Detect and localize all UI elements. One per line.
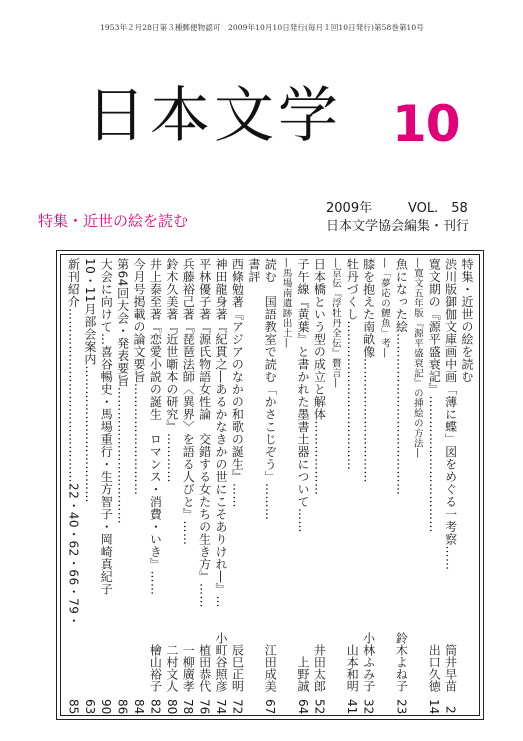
toc-entry-title: 寛文期の『源平盛衰記』…………………………… bbox=[427, 258, 442, 533]
toc-entry-author: 鈴木よね子 bbox=[394, 632, 409, 692]
toc-entry bbox=[441, 258, 460, 714]
toc-entry-title: 子午線『黄葉』と書かれた墨書土器について…… bbox=[296, 258, 310, 533]
toc-entry-title: 日本橋という型の成立と解体……………… bbox=[312, 258, 327, 496]
toc-entry bbox=[359, 258, 378, 714]
toc-entry-page: 85 bbox=[66, 698, 81, 714]
toc-entry-title: 書評 bbox=[246, 258, 261, 283]
toc-entry-title: 膝を抱えた南畝像………………………… bbox=[361, 258, 376, 483]
journal-title: 日本文学 bbox=[86, 81, 342, 151]
toc-entry-title: 大会に向けて…喜谷暢史・馬場重行・生方智子・岡崎真紀子 bbox=[99, 258, 114, 596]
publication-year: 2009年 bbox=[326, 201, 373, 216]
toc-entry-page: 52 bbox=[312, 698, 327, 714]
toc-entry bbox=[195, 258, 214, 714]
toc-entry-author: 出口久徳 bbox=[427, 644, 442, 692]
toc-entry-page: 78 bbox=[181, 698, 196, 714]
toc-entry-title: 魚になった絵………………………………… bbox=[394, 258, 409, 496]
toc-entry-page: 86 bbox=[115, 698, 130, 714]
toc-entry bbox=[375, 258, 394, 714]
toc-entry-author: 井田太郎 bbox=[312, 644, 327, 692]
toc-entry-title: 今月号掲載の論文要旨……………………… bbox=[132, 258, 146, 496]
toc-entry bbox=[408, 258, 427, 714]
table-of-contents bbox=[64, 258, 476, 714]
toc-entry-title: 第64回大会・発表要旨…………………………… bbox=[115, 258, 130, 525]
toc-entry-author: 山本和明 bbox=[345, 644, 360, 692]
toc-entry-page: 76 bbox=[197, 698, 212, 714]
toc-entry bbox=[342, 258, 361, 714]
toc-entry bbox=[326, 258, 345, 714]
toc-entry-title: 兵藤裕己著『琵琶法師〈異界〉を語る人びと』…… bbox=[181, 258, 196, 546]
toc-entry-page: 90 bbox=[99, 698, 114, 714]
toc-entry-author: 植田恭代 bbox=[197, 644, 212, 692]
toc-entry bbox=[309, 258, 328, 714]
registration-line: 1953年２月28日第３種郵便物認可 2009年10月10日発行(毎月１回10日発行)第58巻第10号 bbox=[100, 23, 424, 32]
toc-entry-page: 2 bbox=[443, 706, 458, 714]
publisher-line: 日本文学協会編集・刊行 bbox=[326, 219, 470, 234]
toc-entry-page: 84 bbox=[132, 698, 146, 714]
toc-entry-author: 上野誠 bbox=[296, 656, 310, 692]
toc-entry-author: 江田成美 bbox=[263, 644, 278, 692]
toc-entry bbox=[64, 258, 82, 714]
toc-entry-title: ―「夢応の鯉魚」考― bbox=[379, 258, 390, 358]
toc-entry-author: 筒井早苗 bbox=[443, 644, 458, 692]
volume-number: VOL. 58 bbox=[408, 201, 468, 216]
toc-entry-title: 井上泰至著『恋愛小説の誕生 ロマンス・消費・いき』…… bbox=[148, 258, 163, 596]
toc-entry-author: 一柳廣孝 bbox=[181, 644, 196, 692]
toc-entry-title: 新刊紹介……………………………………22・40・62・66・79・ bbox=[66, 258, 81, 627]
toc-entry-title: 渋川版御伽文庫画中画「薄に蝶」図をめぐる一考察…… bbox=[443, 258, 458, 571]
toc-entry-page: 64 bbox=[296, 698, 310, 714]
toc-entry bbox=[129, 258, 148, 714]
toc-entry-title: 平林優子著『源氏物語女性論 交錯する女たちの生き方』…… bbox=[197, 258, 212, 608]
toc-entry bbox=[145, 258, 164, 714]
issue-number: 10 bbox=[392, 95, 460, 153]
toc-entry-page: 74 bbox=[214, 698, 228, 714]
toc-entry bbox=[457, 258, 476, 714]
toc-entry-page: 80 bbox=[164, 698, 179, 714]
toc-entry-page: 67 bbox=[263, 698, 278, 714]
toc-entry-page: 23 bbox=[394, 698, 409, 714]
toc-entry-page: 82 bbox=[148, 698, 163, 714]
toc-entry-title: 読む 国語教室で読む「かさこじぞう」……… bbox=[263, 258, 278, 521]
toc-entry-page: 32 bbox=[361, 698, 376, 714]
toc-entry bbox=[211, 258, 230, 714]
toc-entry bbox=[178, 258, 197, 714]
toc-entry-author: 小林ふみ子 bbox=[361, 632, 376, 692]
toc-entry bbox=[96, 258, 115, 714]
feature-banner: 特集・近世の絵を読む bbox=[38, 212, 189, 230]
toc-entry-title: 鈴木久美著『近世噺本の研究』………… bbox=[164, 258, 179, 483]
toc-entry bbox=[277, 258, 296, 714]
toc-entry-title: 10・11月部会案内…………………………… bbox=[82, 258, 97, 504]
toc-entry-author: 二村文人 bbox=[164, 644, 179, 692]
toc-entry bbox=[424, 258, 443, 714]
toc-entry bbox=[227, 258, 246, 714]
toc-entry bbox=[293, 258, 312, 714]
toc-entry-title: ―京伝『浮牡丹全伝』贅言― bbox=[329, 258, 341, 388]
toc-entry-title: 牡丹づくし……………………………… bbox=[345, 258, 360, 471]
toc-entry bbox=[260, 258, 279, 714]
toc-entry-page: 14 bbox=[427, 698, 442, 714]
toc-entry-title: 神田龍身著『紀貫之―あるかなきかの世にこそありけれ―』… bbox=[214, 258, 228, 608]
toc-entry bbox=[391, 258, 410, 714]
toc-entry-page: 41 bbox=[345, 698, 360, 714]
toc-entry-title: 西條勉著『アジアのなかの和歌の誕生』…… bbox=[230, 258, 245, 508]
toc-entry-title: ―寛文五年版『源平盛衰記』の挿絵の方法― bbox=[411, 258, 423, 458]
toc-entry-title: ―馬場南遺跡出土― bbox=[280, 258, 292, 348]
toc-entry bbox=[80, 258, 99, 714]
toc-entry bbox=[162, 258, 181, 714]
toc-entry-author: 檜山裕子 bbox=[148, 644, 163, 692]
toc-entry-author: 辰巳正明 bbox=[230, 644, 245, 692]
toc-entry bbox=[113, 258, 132, 714]
toc-entry-author: 小町谷照彦 bbox=[214, 632, 228, 692]
toc-entry-page: 63 bbox=[82, 698, 97, 714]
toc-entry-title: 特集・近世の絵を読む bbox=[460, 258, 474, 383]
toc-entry-page: 72 bbox=[230, 698, 245, 714]
toc-entry bbox=[244, 258, 263, 714]
